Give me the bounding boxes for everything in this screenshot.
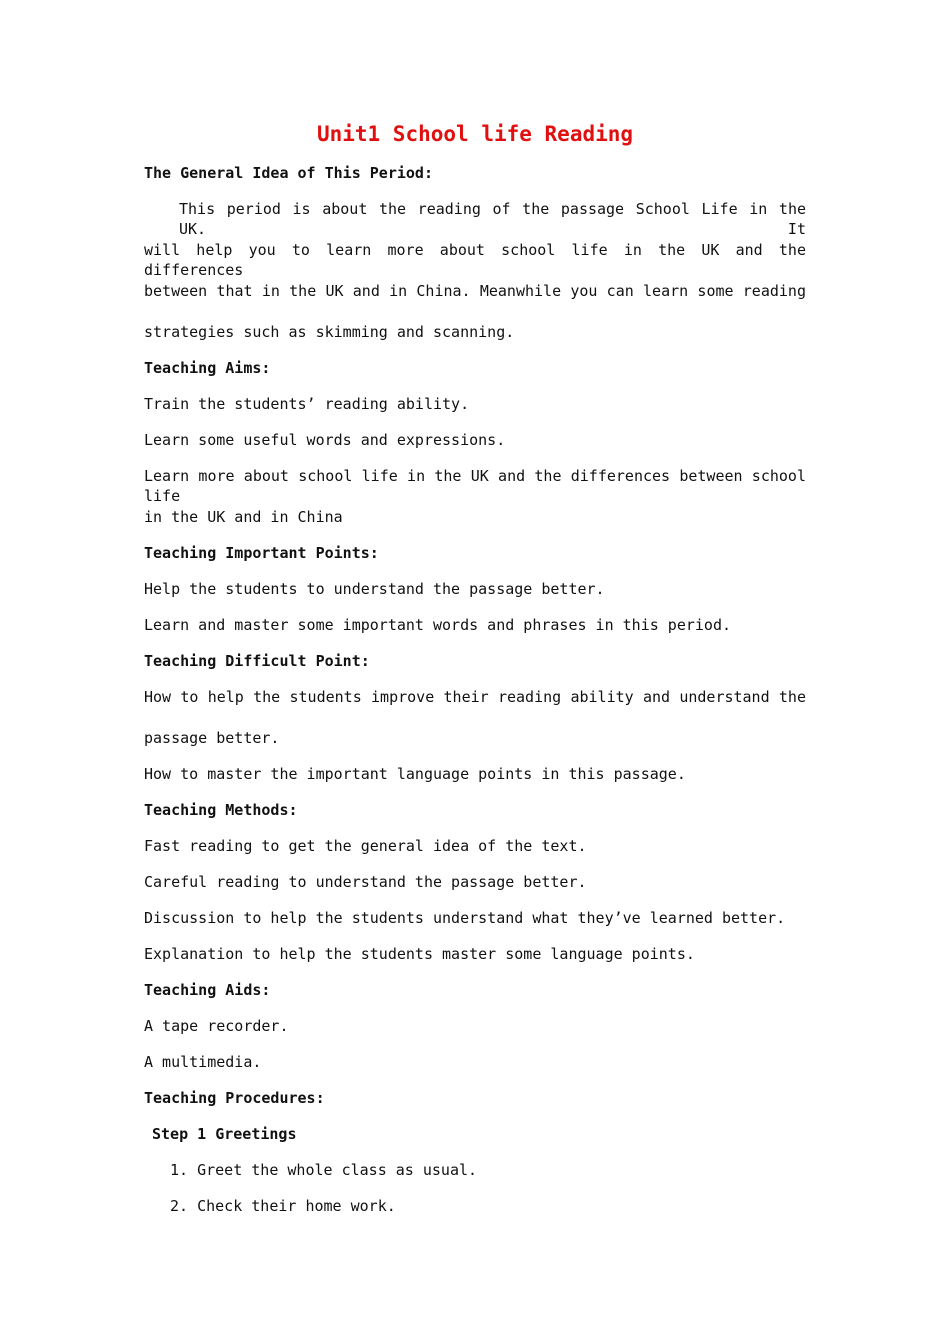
important-points-heading: Teaching Important Points: [144,544,379,562]
aims-heading: Teaching Aims: [144,359,271,377]
general-idea-line: between that in the UK and in China. Meanwhile you can learn some reading [144,282,806,300]
aids-item: A multimedia. [144,1053,262,1071]
aims-item: Learn more about school life in the UK and the differences between school life [144,467,806,505]
general-idea-line: will help you to learn more about school life in the UK and the differences [144,241,806,279]
step-1-item: 1. Greet the whole class as usual. [170,1161,478,1179]
difficult-point-heading: Teaching Difficult Point: [144,652,370,670]
aids-item: A tape recorder. [144,1017,289,1035]
methods-item: Careful reading to understand the passage better. [144,873,587,891]
methods-item: Discussion to help the students understand what they’ve learned better. [144,909,786,927]
procedures-heading: Teaching Procedures: [144,1089,325,1107]
methods-item: Fast reading to get the general idea of the text. [144,837,587,855]
aims-item: Learn some useful words and expressions. [144,431,506,449]
aids-heading: Teaching Aids: [144,981,271,999]
aims-item: in the UK and in China [144,508,343,526]
important-points-item: Help the students to understand the passage better. [144,580,605,598]
methods-item: Explanation to help the students master some language points. [144,945,695,963]
document-title: Unit1 School life Reading [316,122,634,146]
step-1-item: 2. Check their home work. [170,1197,396,1215]
general-idea-line: This period is about the reading of the passage School Life in the UK. It [179,200,806,238]
difficult-point-item: How to master the important language points in this passage. [144,765,686,783]
important-points-item: Learn and master some important words and phrases in this period. [144,616,731,634]
difficult-point-item: passage better. [144,729,280,747]
general-idea-line: strategies such as skimming and scanning. [144,323,515,341]
aims-item: Train the students’ reading ability. [144,395,470,413]
methods-heading: Teaching Methods: [144,801,298,819]
general-idea-heading: The General Idea of This Period: [144,164,433,182]
step-1-heading: Step 1 Greetings [152,1125,297,1143]
difficult-point-item: How to help the students improve their reading ability and understand the [144,688,806,706]
